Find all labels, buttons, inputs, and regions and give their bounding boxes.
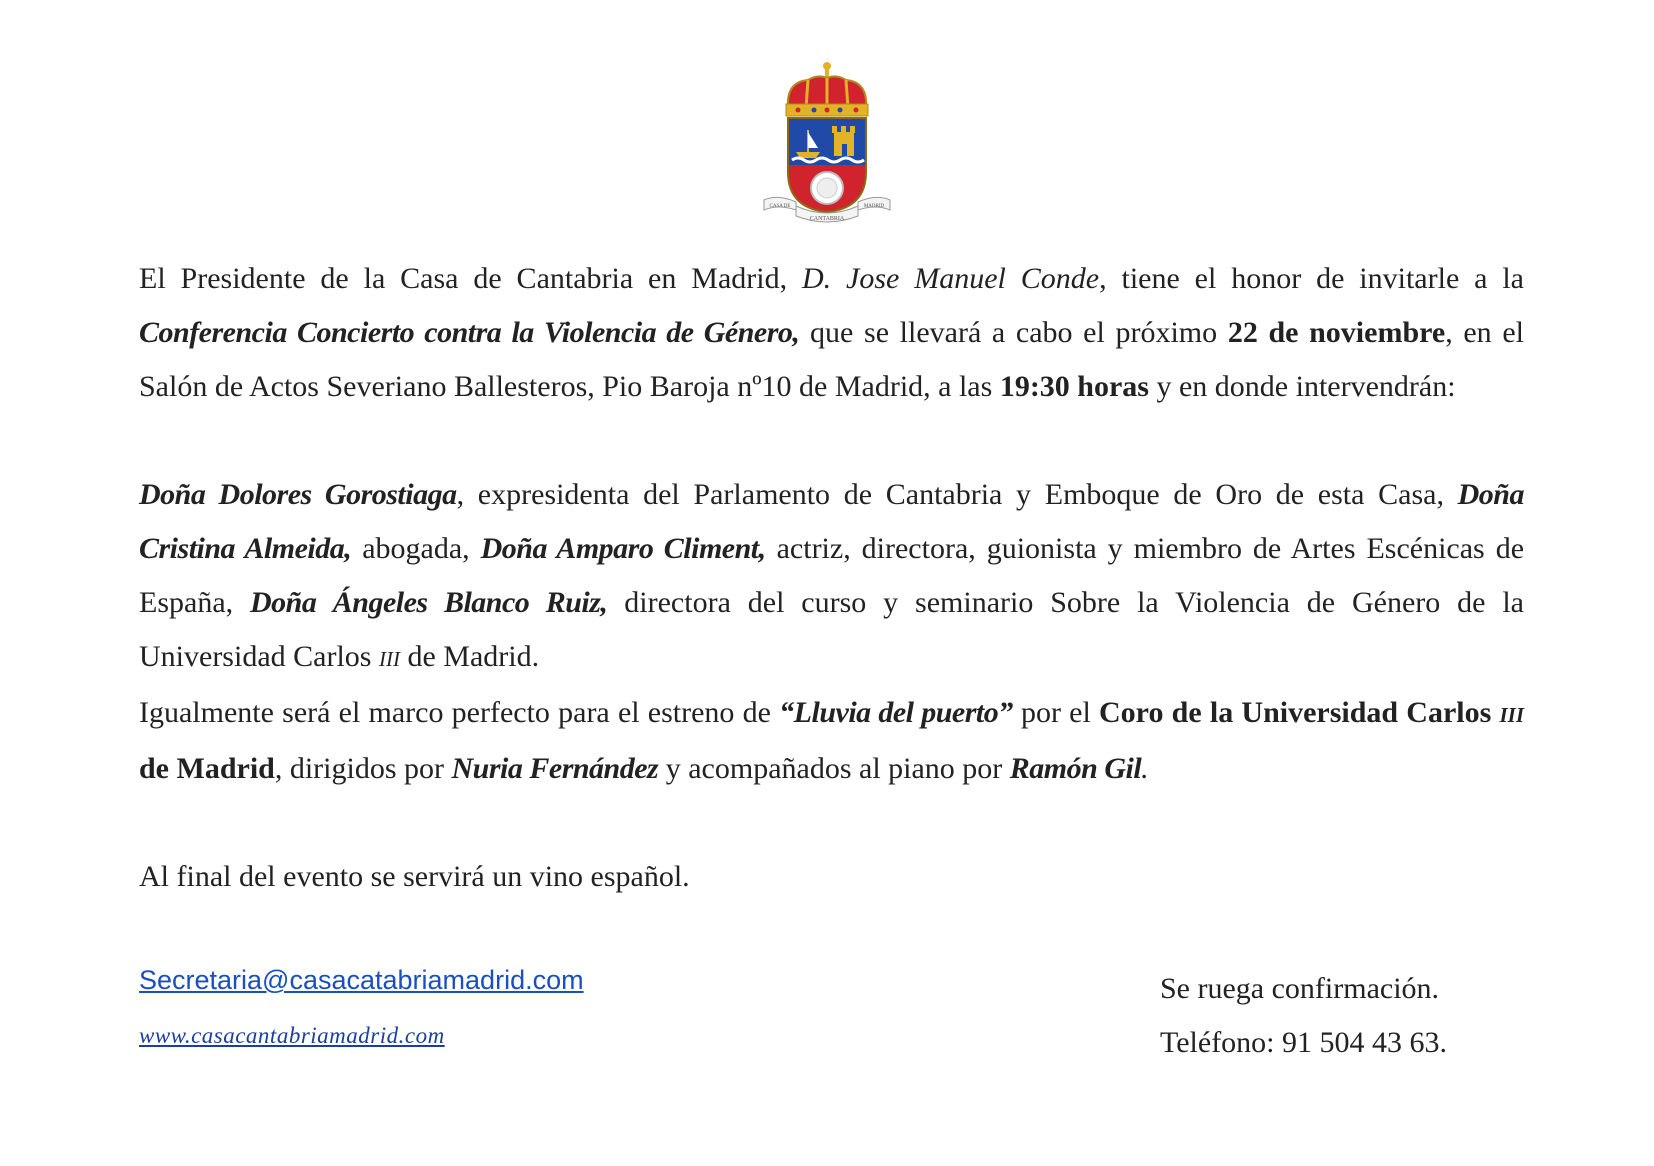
speaker-text-4: directora del curso y seminario Sobre la Violencia de Género de la Universidad Carlos: [139, 586, 1524, 673]
website-link[interactable]: www.casacantabriamadrid.com: [139, 1023, 445, 1048]
email-link[interactable]: Secretaria@casacatabriamadrid.com: [139, 965, 584, 995]
phone-number: Teléfono: 91 504 43 63.: [1160, 1026, 1448, 1059]
ribbon-left-text: CASA DE: [769, 204, 791, 209]
speaker-text-3: actriz, directora, guionista y miembro de Artes Escénicas de España,: [139, 532, 1525, 619]
intro-text-4: , en el Salón de Actos Severiano Ballesteros, Pio Baroja nº10 de Madrid, a las: [139, 316, 1524, 403]
paragraph-gap: [139, 414, 1524, 468]
speaker-gorostiaga: Doña Dolores Gorostiaga: [139, 478, 457, 511]
rsvp-request: Se ruega confirmación.: [1160, 972, 1440, 1005]
premiere-text-4: y acompañados al piano por: [658, 752, 1010, 785]
premiere-paragraph: [139, 686, 1524, 796]
intro-text-2: , tiene el honor de invitarle a la: [1099, 262, 1525, 295]
premiere-text-2: por el: [1012, 696, 1100, 729]
speaker-text-1: , expresidenta del Parlamento de Cantabria y Emboque de Oro de esta Casa,: [456, 478, 1458, 511]
speaker-climent: Doña Amparo Climent,: [480, 532, 766, 565]
premiere-text-1: Igualmente será el marco perfecto para el estreno de: [139, 696, 780, 729]
ribbon-right-text: MADRID: [863, 204, 885, 209]
event-name: Conferencia Concierto contra la Violencia de Género,: [139, 316, 800, 349]
speakers-paragraph: [139, 468, 1524, 686]
speaker-blanco-ruiz: Doña Ángeles Blanco Ruiz,: [250, 586, 608, 619]
roman-numeral: III: [378, 647, 400, 671]
premiere-end: .: [1141, 752, 1149, 785]
premiere-text-3: , dirigidos por: [274, 752, 452, 785]
speaker-text-5: de Madrid.: [399, 640, 540, 673]
choir-roman-numeral: III: [1499, 703, 1525, 727]
invitation-body: [139, 252, 1524, 904]
event-time: 19:30 horas: [999, 370, 1149, 403]
speaker-text-2: abogada,: [351, 532, 481, 565]
choir-name-part-2: de Madrid: [139, 752, 275, 785]
song-title: “Lluvia del puerto”: [779, 696, 1013, 729]
pianist-name: Ramón Gil: [1009, 752, 1142, 785]
intro-text-5: y en donde intervendrán:: [1148, 370, 1456, 403]
speaker-almeida: Doña Cristina Almeida,: [139, 478, 1524, 565]
intro-text-1: El Presidente de la Casa de Cantabria en Madrid,: [139, 262, 802, 295]
casa-cantabria-coat-of-arms-logo: [758, 60, 896, 228]
choir-name-part-1: Coro de la Universidad Carlos: [1099, 696, 1500, 729]
intro-text-3: que se llevará a cabo el próximo: [799, 316, 1228, 349]
director-name: Nuria Fernández: [451, 752, 659, 785]
event-date: 22 de noviembre: [1227, 316, 1446, 349]
paragraph-gap: [139, 796, 1524, 850]
intro-paragraph: [139, 252, 1524, 414]
closing-paragraph: Al final del evento se servirá un vino español.: [139, 860, 690, 893]
host-name: D. Jose Manuel Conde: [801, 262, 1100, 295]
ribbon-center-text: CANTABRIA: [809, 216, 845, 222]
